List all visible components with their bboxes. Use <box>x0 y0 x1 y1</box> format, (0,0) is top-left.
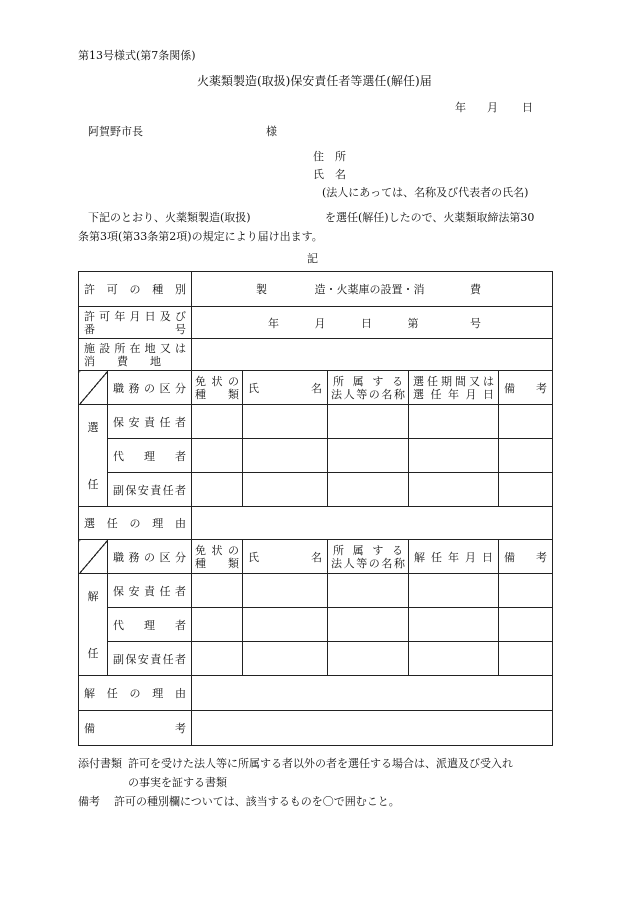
appoint-3-name[interactable] <box>243 473 328 507</box>
dismiss-2-term[interactable] <box>409 608 499 642</box>
dismiss-2-license[interactable] <box>192 608 243 642</box>
col-name-appoint <box>243 371 328 405</box>
date-year: 年 <box>455 101 466 114</box>
appoint-reason-label: 選任の理由 <box>79 507 192 540</box>
dismiss-2-name[interactable] <box>243 608 328 642</box>
attach-text-1: 許可を受けた法人等に所属する者以外の者を選任する場合は、派遣及び受入れ <box>128 757 513 770</box>
col-affil-2: 法人等の名称 <box>331 387 405 401</box>
col-license-appoint <box>192 371 243 405</box>
body-line1a: 下記のとおり、火薬類製造(取扱) <box>88 211 251 224</box>
corp-note: (法人にあっては、名称及び代表者の氏名) <box>322 186 529 199</box>
addressee: 阿賀野市長 <box>88 125 143 138</box>
appoint-1-remarks[interactable] <box>499 405 553 439</box>
permit-date-row <box>79 307 553 339</box>
permit-date-label-3: 号 <box>175 322 186 336</box>
col-license-dismiss <box>192 540 243 574</box>
col-remarks-2: 考 <box>536 381 547 395</box>
col-duty-appoint: 職務の区分 <box>108 371 192 405</box>
appoint-char-1: 選 <box>87 421 99 434</box>
col-affil-appoint <box>328 371 409 405</box>
permit-type-value[interactable] <box>192 272 553 307</box>
permit-type-v3: 費 <box>470 283 481 296</box>
appoint-reason-value[interactable] <box>192 507 553 540</box>
col-license-1: 免状の <box>195 374 239 388</box>
permit-type-v1: 製 <box>256 283 267 296</box>
dismiss-row-1 <box>79 574 553 608</box>
notification-table <box>78 271 553 746</box>
body-line1b: を選任(解任)したので、火薬類取締法第30 <box>325 211 535 224</box>
dismiss-2-remarks[interactable] <box>499 608 553 642</box>
appoint-row-2 <box>79 439 553 473</box>
appoint-2-remarks[interactable] <box>499 439 553 473</box>
appoint-1-affil[interactable] <box>328 405 409 439</box>
remarks-label-2: 考 <box>175 722 186 735</box>
col-license-2b: 種 類 <box>195 556 239 570</box>
dismiss-3-name[interactable] <box>243 642 328 676</box>
appoint-3-remarks[interactable] <box>499 473 553 507</box>
dismiss-2-affil[interactable] <box>328 608 409 642</box>
appoint-1-license[interactable] <box>192 405 243 439</box>
appoint-2-name[interactable] <box>243 439 328 473</box>
dismiss-3-affil[interactable] <box>328 642 409 676</box>
permit-type-row <box>79 272 553 307</box>
appoint-2-license[interactable] <box>192 439 243 473</box>
remarks-label-1: 備 <box>84 722 95 735</box>
dismiss-header-row <box>79 540 553 574</box>
facility-label <box>79 339 192 371</box>
dismiss-role-3: 副保安責任者 <box>108 642 192 676</box>
appoint-1-name[interactable] <box>243 405 328 439</box>
attach-text-2: の事実を証する書類 <box>128 776 227 789</box>
facility-label-1: 施設所在地又は <box>84 341 186 355</box>
permit-date-month: 月 <box>314 316 326 330</box>
dismiss-row-3 <box>79 642 553 676</box>
dismiss-1-affil[interactable] <box>328 574 409 608</box>
remarks-row <box>79 711 553 746</box>
appoint-reason-row <box>79 507 553 540</box>
diagonal-cell-2 <box>79 540 108 574</box>
dismiss-1-remarks[interactable] <box>499 574 553 608</box>
appoint-header-row <box>79 371 553 405</box>
dismiss-1-term[interactable] <box>409 574 499 608</box>
col-name-dismiss <box>243 540 328 574</box>
col-name-2: 名 <box>311 381 322 395</box>
dismiss-role-1: 保安責任者 <box>108 574 192 608</box>
col-remarks-dismiss <box>499 540 553 574</box>
col-name-1b: 氏 <box>248 550 259 564</box>
ki-label: 記 <box>307 252 318 265</box>
col-name-2b: 名 <box>311 550 322 564</box>
remarks-value[interactable] <box>192 711 553 746</box>
appoint-role-2: 代 理 者 <box>108 439 192 473</box>
appoint-1-term[interactable] <box>409 405 499 439</box>
form-number: 第13号様式(第7条関係) <box>78 49 196 62</box>
col-name-1: 氏 <box>248 381 259 395</box>
permit-date-label-1: 許可年月日及び <box>84 309 186 323</box>
col-license-1b: 免状の <box>195 543 239 557</box>
permit-date-go: 号 <box>470 316 481 330</box>
permit-date-day: 日 <box>361 316 372 330</box>
body-line2: 条第3項(第33条第2項)の規定により届け出ます。 <box>78 230 323 243</box>
appoint-char-2: 任 <box>87 478 99 491</box>
col-remarks-2b: 考 <box>536 550 547 564</box>
permit-type-v2: 造・火薬庫の設置・消 <box>314 283 425 296</box>
dismiss-reason-label: 解任の理由 <box>79 676 192 711</box>
permit-date-label-2: 番 <box>84 322 95 336</box>
col-affil-1: 所属する <box>333 374 403 388</box>
attach-label: 添付書類 <box>78 757 122 770</box>
col-affil-2b: 法人等の名称 <box>331 556 405 570</box>
permit-date-value[interactable] <box>192 307 553 339</box>
dismiss-reason-value[interactable] <box>192 676 553 711</box>
facility-label-2: 消 費 地 <box>84 354 161 368</box>
permit-date-label <box>79 307 192 339</box>
appoint-3-affil[interactable] <box>328 473 409 507</box>
diagonal-cell <box>79 371 108 405</box>
col-affil-dismiss <box>328 540 409 574</box>
appoint-row-1 <box>79 405 553 439</box>
note-label: 備考 <box>78 795 100 808</box>
permit-date-no: 第 <box>407 316 419 330</box>
permit-date-year: 年 <box>268 316 279 330</box>
dismiss-3-term[interactable] <box>409 642 499 676</box>
remarks-label <box>79 711 192 746</box>
dismiss-vertical-label <box>79 574 108 676</box>
appoint-role-3: 副保安責任者 <box>108 473 192 507</box>
note-text: 許可の種別欄については、該当するものを〇で囲むこと。 <box>114 795 400 808</box>
facility-row <box>79 339 553 371</box>
appoint-3-term[interactable] <box>409 473 499 507</box>
dismiss-row-2 <box>79 608 553 642</box>
appoint-vertical-label <box>79 405 108 507</box>
col-dismiss-term: 解任年月日 <box>409 540 499 574</box>
col-term-2: 選任年月日 <box>413 387 494 401</box>
honorific: 様 <box>266 125 277 138</box>
page-title: 火薬類製造(取扱)保安責任者等選任(解任)届 <box>197 74 432 88</box>
name-label: 氏 名 <box>313 168 346 181</box>
col-affil-1b: 所属する <box>333 543 403 557</box>
permit-type-label: 許可の種別 <box>79 272 192 307</box>
dismiss-3-license[interactable] <box>192 642 243 676</box>
dismiss-char-2: 任 <box>87 647 99 660</box>
dismiss-1-name[interactable] <box>243 574 328 608</box>
appoint-2-affil[interactable] <box>328 439 409 473</box>
dismiss-role-2: 代 理 者 <box>108 608 192 642</box>
col-remarks-1: 備 <box>504 381 515 395</box>
dismiss-3-remarks[interactable] <box>499 642 553 676</box>
date-month: 月 <box>487 101 498 114</box>
col-duty-dismiss: 職務の区分 <box>108 540 192 574</box>
appoint-row-3 <box>79 473 553 507</box>
dismiss-reason-row <box>79 676 553 711</box>
appoint-role-1: 保安責任者 <box>108 405 192 439</box>
col-remarks-appoint <box>499 371 553 405</box>
address-label: 住 所 <box>313 150 346 163</box>
col-term-appoint <box>409 371 499 405</box>
appoint-2-term[interactable] <box>409 439 499 473</box>
date-day: 日 <box>522 101 533 114</box>
col-license-2: 種 類 <box>195 387 239 401</box>
appoint-3-license[interactable] <box>192 473 243 507</box>
dismiss-char-1: 解 <box>87 590 99 603</box>
col-remarks-1b: 備 <box>504 550 515 564</box>
col-term-1: 選任期間又は <box>413 374 494 388</box>
dismiss-1-license[interactable] <box>192 574 243 608</box>
facility-value[interactable] <box>192 339 553 371</box>
